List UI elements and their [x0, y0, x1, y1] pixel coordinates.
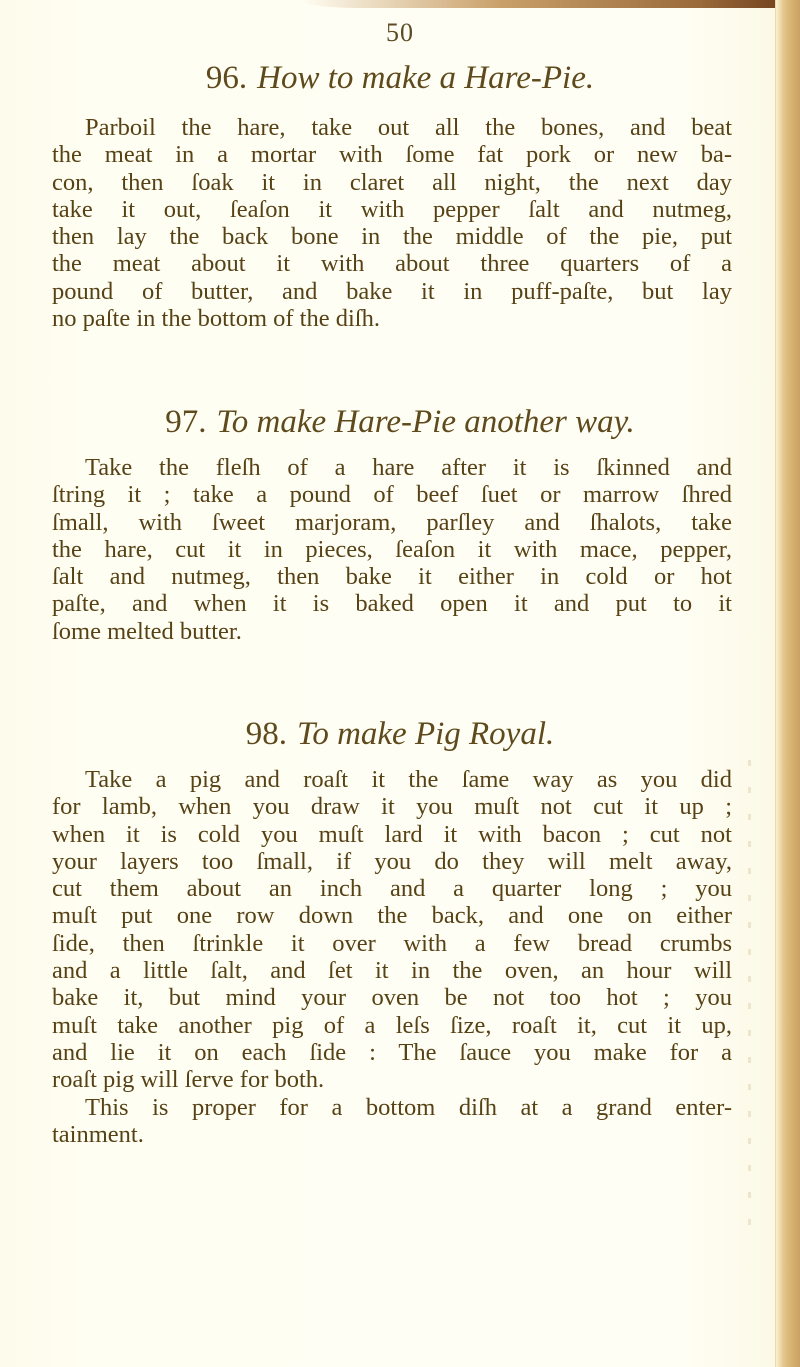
text-line: when it is cold you muſt lard it with bacon ; cut not [52, 820, 732, 848]
recipe-98-body [52, 766, 732, 1148]
text-line: ſalt and nutmeg, then bake it either in cold or hot [52, 563, 732, 591]
text-line: ſtring it ; take a pound of beef ſuet or marrow ſhred [52, 481, 732, 509]
recipe-96-heading [0, 60, 800, 97]
recipe-title: To make Hare-Pie another way. [216, 404, 635, 440]
recipe-title: To make Pig Royal. [297, 716, 555, 752]
show-through-marks [748, 760, 751, 1240]
text-line: the meat in a mortar with ſome fat pork or new ba- [52, 141, 732, 169]
recipe-97-body [52, 454, 732, 645]
text-line: ſome melted butter. [52, 617, 242, 645]
text-line: con, then ſoak it in claret all night, the next day [52, 168, 732, 196]
recipe-number: 98. [245, 716, 287, 752]
text-line: bake it, but mind your oven be not too hot ; you [52, 984, 732, 1012]
page-top-edge-stain [300, 0, 800, 8]
text-line: take it out, ſeaſon it with pepper ſalt and nutmeg, [52, 195, 732, 223]
recipe-97-heading [0, 404, 800, 441]
text-line: ſide, then ſtrinkle it over with a few bread crumbs [52, 929, 732, 957]
text-line: then lay the back bone in the middle of the pie, put [52, 223, 732, 251]
text-line: Take the fleſh of a hare after it is ſkinned and [85, 454, 732, 481]
text-line: and lie it on each ſide : The ſauce you make for a [52, 1038, 732, 1066]
text-line: and a little ſalt, and ſet it in the oven, an hour will [52, 957, 732, 985]
text-line: This is proper for a bottom diſh at a grand enter- [85, 1093, 732, 1121]
text-line: Take a pig and roaſt it the ſame way as you did [85, 766, 732, 793]
text-line: muſt take another pig of a leſs ſize, roaſt it, cut it up, [52, 1011, 732, 1039]
text-line: Parboil the hare, take out all the bones, and beat [85, 114, 732, 141]
text-line: no paſte in the bottom of the diſh. [52, 305, 380, 333]
text-line: pound of butter, and bake it in puff-paſte, but lay [52, 277, 732, 305]
text-line: paſte, and when it is baked open it and put to it [52, 590, 732, 618]
recipe-98-heading [0, 716, 800, 753]
text-line: for lamb, when you draw it you muſt not cut it up ; [52, 793, 732, 821]
text-line: muſt put one row down the back, and one on either [52, 902, 732, 930]
text-line: ſmall, with ſweet marjoram, parſley and ſhalots, take [52, 508, 732, 536]
text-line: roaſt pig will ſerve for both. [52, 1066, 325, 1094]
page-gutter-edge [775, 0, 800, 1367]
text-line: tainment. [52, 1120, 144, 1148]
recipe-number: 96. [205, 60, 248, 96]
text-line: your layers too ſmall, if you do they will melt away, [52, 847, 732, 875]
text-line: the meat about it with about three quarters of a [52, 250, 732, 278]
recipe-number: 97. [165, 404, 207, 440]
recipe-96-body [52, 114, 732, 332]
page-number: 50 [386, 18, 414, 47]
text-line: cut them about an inch and a quarter long ; you [52, 875, 732, 903]
recipe-title: How to make a Hare-Pie. [257, 60, 595, 96]
text-line: the hare, cut it in pieces, ſeaſon it with mace, pepper, [52, 535, 732, 563]
